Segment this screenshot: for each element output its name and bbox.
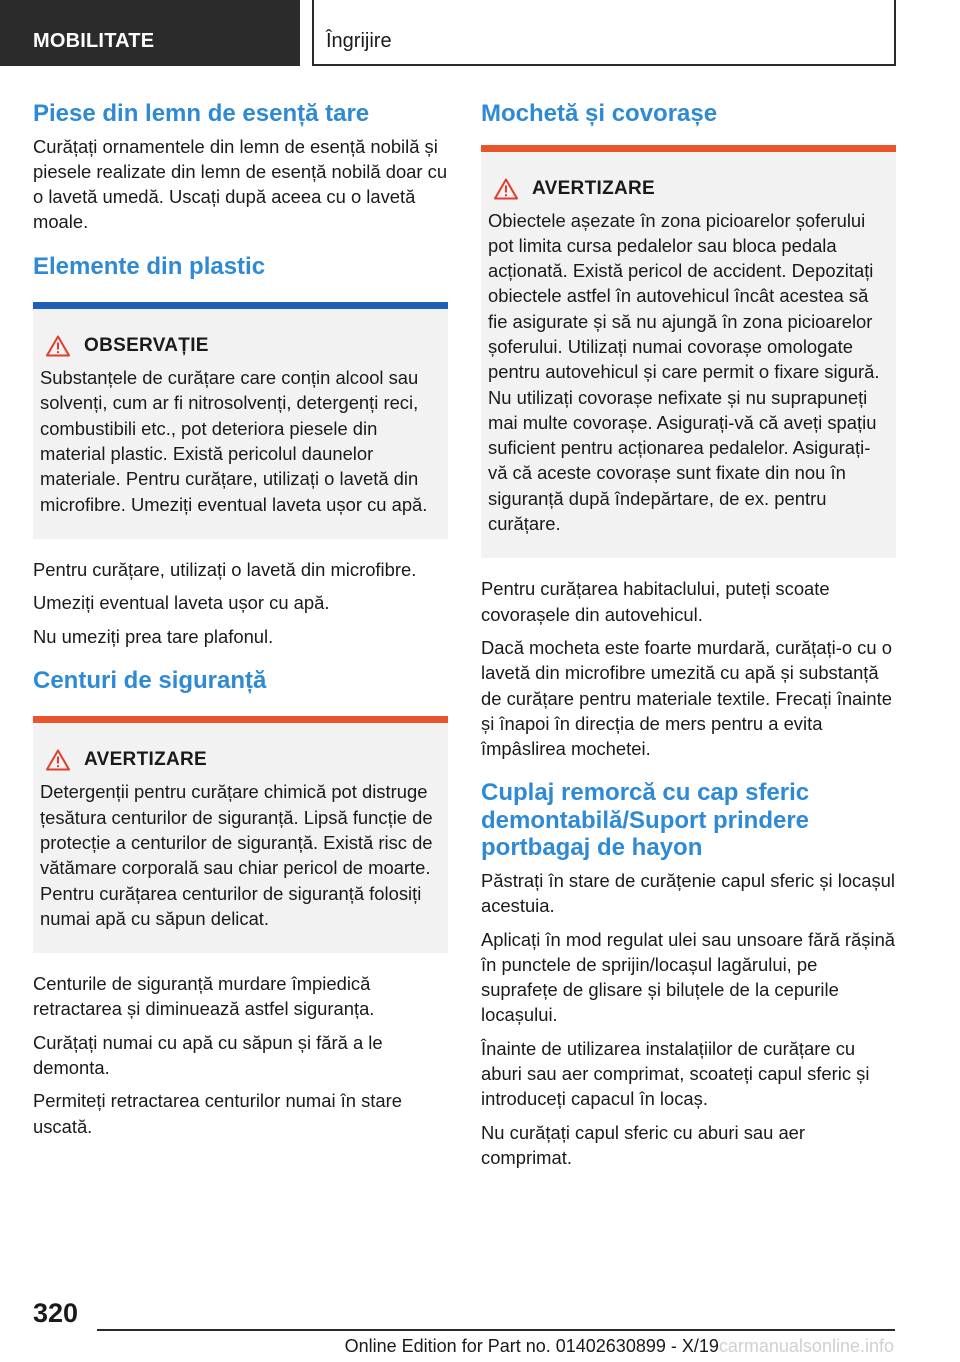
plastic-text-1: Pentru curățare, utilizați o lavetă din microfibre. bbox=[33, 558, 417, 580]
warning-triangle-icon bbox=[46, 335, 70, 357]
notice-text: Substanțele de curățare care conțin alcool sau solvenți, cum ar fi nitrosolvenți, detergenți reci, combustibili etc., pot deteriora piesele din material plastic. Există pericolul daunelor materiale. Pentru curățare, utilizați o lavetă din microfibre. Umeziți eventual laveta ușor cu apă. bbox=[40, 367, 428, 515]
heading-seat-belts: Centuri de siguranță bbox=[33, 666, 267, 694]
trailer-hitch-text-2: Aplicați în mod regulat ulei sau unsoare fără rășină în punctele de sprijin/locașul lagărului, pe suprafețe de glisare și biluțele de la cepurile locașului. bbox=[481, 928, 896, 1026]
wood-parts-text: Curățați ornamentele din lemn de esență nobilă și piesele realizate din lemn de esență nobilă doar cu o lavetă umedă. Uscați după aceea cu o lavetă moale. bbox=[33, 135, 448, 233]
notice-title: OBSERVAȚIE bbox=[84, 335, 209, 357]
warning-box-seat-belts bbox=[33, 716, 448, 953]
seat-belts-text-3: Permiteți retractarea centurilor numai în stare uscată. bbox=[33, 1090, 402, 1137]
footer-divider bbox=[97, 1329, 895, 1331]
warning-triangle-icon bbox=[494, 178, 518, 200]
left-column bbox=[33, 100, 448, 1147]
section-tab: MOBILITATE bbox=[0, 0, 300, 66]
trailer-hitch-text-1: Păstrați în stare de curățenie capul sferic și locașul acestuia. bbox=[481, 869, 895, 917]
warning-text: Detergenții pentru curățare chimică pot distruge țesătura centurilor de siguranță. Lipsă funcție de protecție a centurilor de siguranță. Există risc de vătămare corporală sau chiar pericol de moarte. Pentru curățarea centurilor de siguranță folosiți numai apă cu săpun delicat. bbox=[40, 781, 433, 929]
seat-belts-text-2: Curățați numai cu apă cu săpun și fără a le demonta. bbox=[33, 1031, 383, 1079]
chapter-title: Îngrijire bbox=[312, 0, 896, 66]
heading-wood-parts: Piese din lemn de esență tare bbox=[33, 100, 370, 127]
trailer-hitch-text-4: Nu curățați capul sferic cu aburi sau aer comprimat. bbox=[481, 1121, 806, 1168]
edition-text: Online Edition for Part no. 01402630899 - X/19 bbox=[344, 1336, 719, 1356]
warning-box-carpets bbox=[481, 145, 896, 559]
heading-trailer-hitch: Cuplaj remorcă cu cap sferic demontabilă/Suport prindere portbagaj de hayon bbox=[481, 779, 810, 862]
trailer-hitch-text-3: Înainte de utilizarea instalațiilor de curățare cu aburi sau aer comprimat, scoateți capul sferic și introduceți capacul în locaș. bbox=[481, 1037, 870, 1110]
carpets-text-1: Pentru curățarea habitaclului, puteți scoate covorașele din autovehicul. bbox=[481, 578, 830, 625]
heading-plastic-parts: Elemente din plastic bbox=[33, 252, 266, 280]
footer-edition bbox=[345, 1336, 894, 1357]
right-column bbox=[481, 100, 896, 1178]
plastic-text-2: Umeziți eventual laveta ușor cu apă. bbox=[33, 592, 330, 614]
warning-triangle-icon bbox=[46, 749, 70, 771]
page-number: 320 bbox=[33, 1298, 79, 1328]
heading-carpets: Mochetă și covorașe bbox=[481, 100, 718, 127]
warning-title: AVERTIZARE bbox=[532, 177, 655, 199]
carpets-text-2: Dacă mocheta este foarte murdară, curățați-o cu o lavetă din microfibre umezită cu apă și substanță de curățare pentru materiale textile. Frecați înainte și înapoi în direcția de mers pentru a evita împâslirea mochetei. bbox=[481, 636, 892, 760]
seat-belts-text-1: Centurile de siguranță murdare împiedică retractarea și diminuează astfel siguranța. bbox=[33, 973, 375, 1020]
warning-text: Obiectele așezate în zona picioarelor șoferului pot limita cursa pedalelor sau bloca pedala acționată. Există pericol de accident. Depozitați obiectele astfel în autovehicul încât acestea să fie asigurate și să nu ajungă în zona picioarelor șoferului. Utilizați numai covorașe omologate pentru autovehicul și care permit o fixare sigură. Nu utilizați covorașe nefixate și nu suprapuneți mai multe covorașe. Asigurați-vă că aveți spațiu suficient pentru acționarea pedalelor. Asigurați-vă că aceste covorașe sunt fixate din nou în siguranță după îndepărtare, de ex. pentru curățare. bbox=[488, 209, 880, 535]
watermark-text: carmanualsonline.info bbox=[718, 1336, 894, 1356]
warning-title: AVERTIZARE bbox=[84, 749, 207, 771]
notice-box-plastic bbox=[33, 302, 448, 539]
page-header bbox=[0, 0, 960, 66]
plastic-text-3: Nu umeziți prea tare plafonul. bbox=[33, 625, 274, 647]
